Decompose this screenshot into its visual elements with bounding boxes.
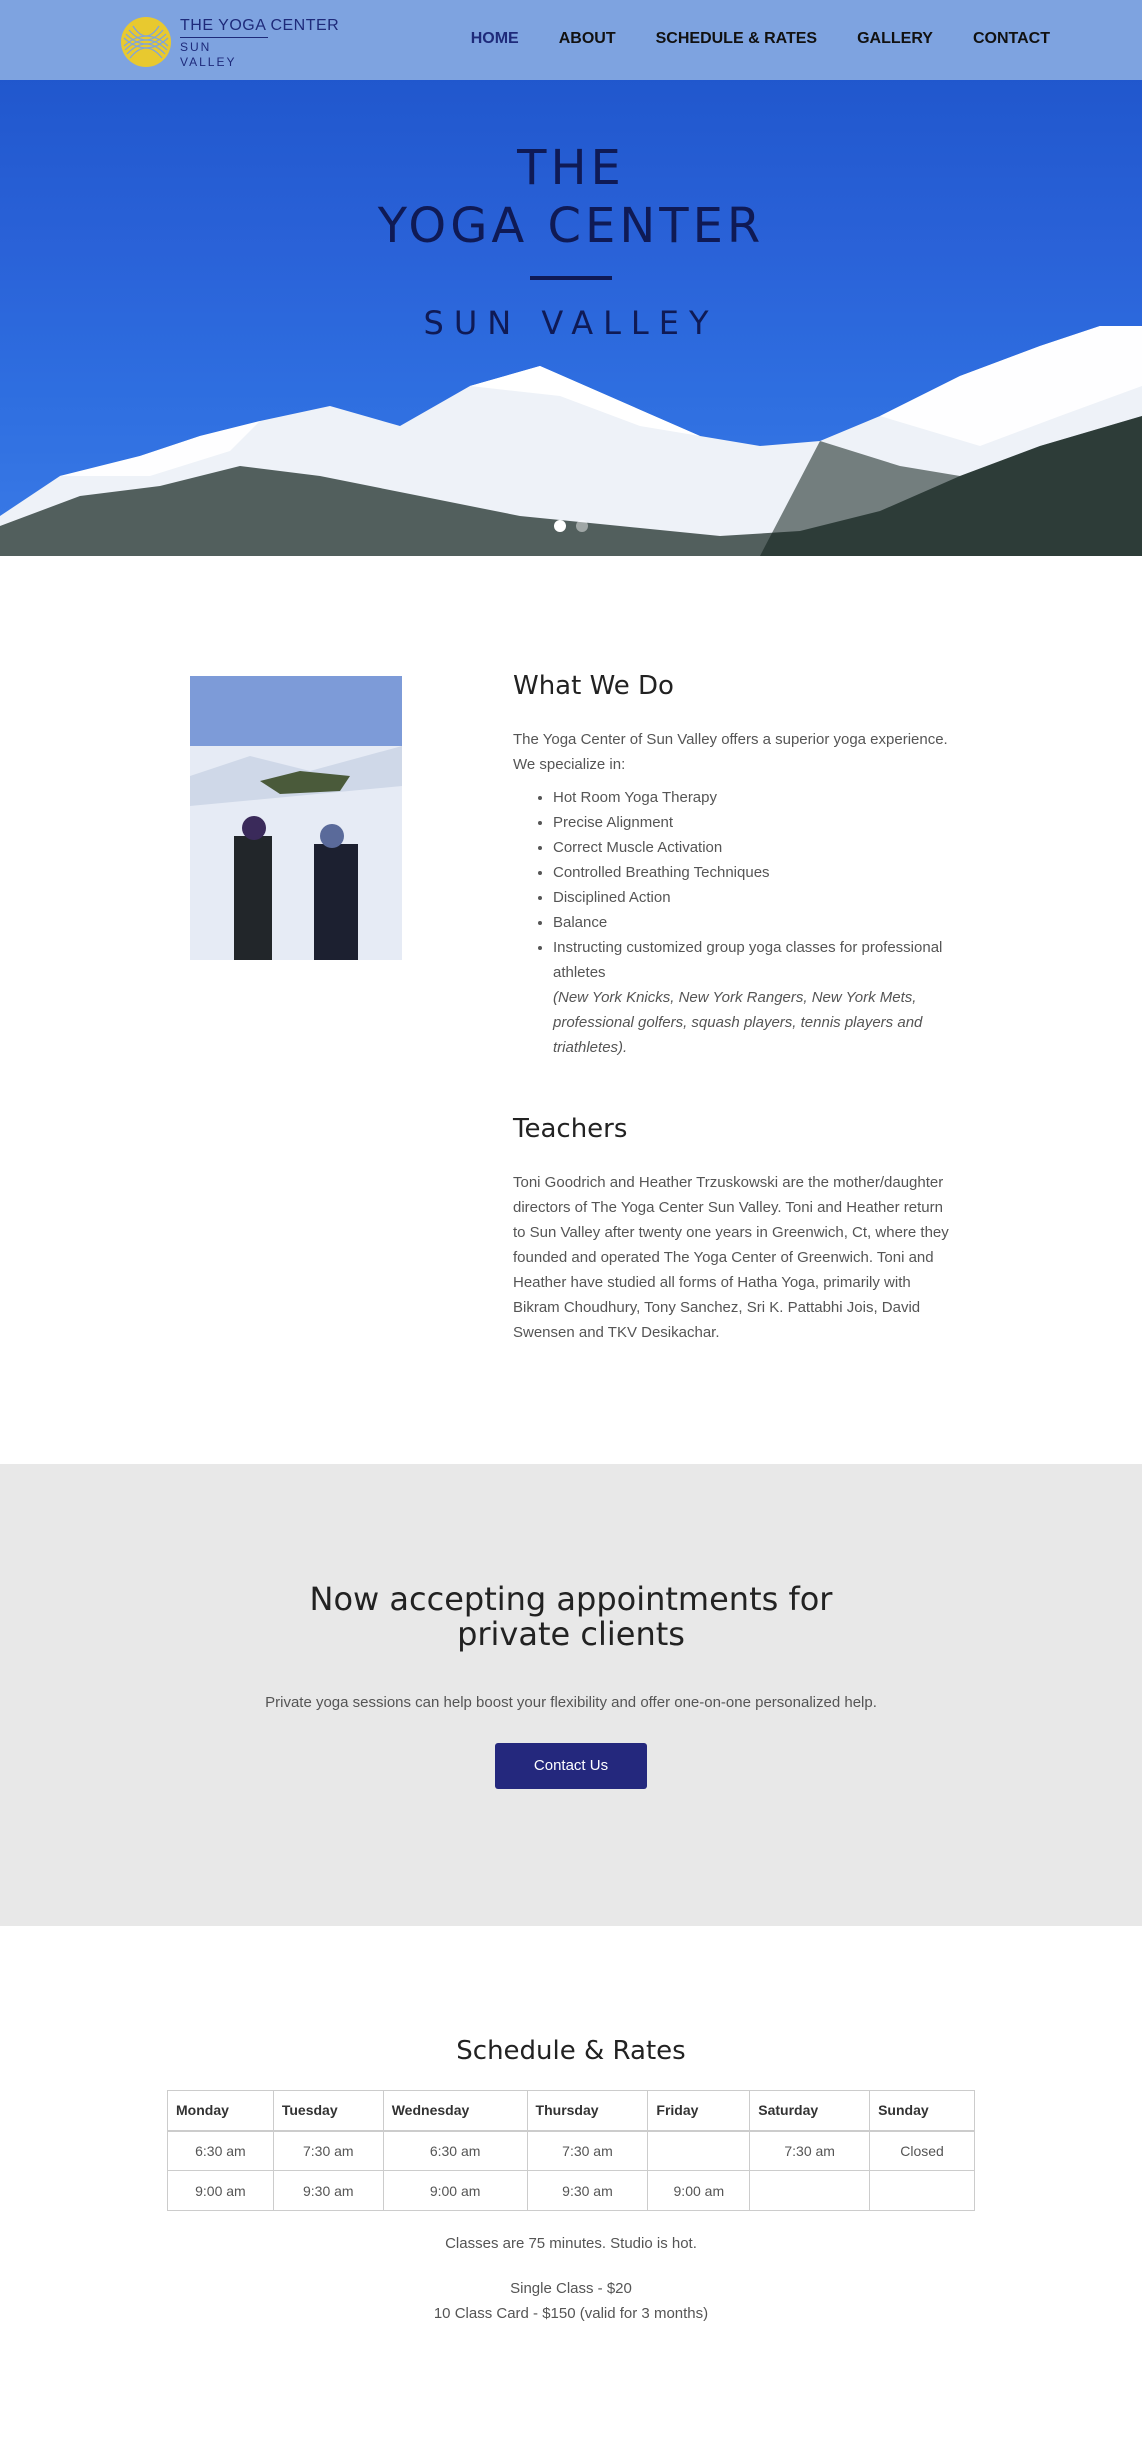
table-cell <box>750 2171 870 2211</box>
schedule-heading: Schedule & Rates <box>456 2036 686 2066</box>
list-item: • Precise Alignment <box>553 810 953 835</box>
contact-us-button[interactable]: Contact Us <box>495 1743 647 1789</box>
logo-wordmark <box>180 16 339 69</box>
list-item <box>553 935 953 1060</box>
slider-dot-1[interactable] <box>554 520 566 532</box>
table-header-row <box>168 2091 975 2131</box>
nav-home[interactable]: HOME <box>470 30 519 47</box>
hero-title <box>0 140 1142 342</box>
logo-title: THE YOGA CENTER <box>180 17 340 34</box>
col-wednesday: Wednesday <box>383 2091 527 2131</box>
table-cell <box>870 2171 975 2211</box>
nav-gallery[interactable]: GALLERY <box>857 30 933 47</box>
table-cell: 7:30 am <box>273 2131 383 2171</box>
private-clients-heading: Now accepting appointments for private clients <box>309 1580 833 1653</box>
table-cell <box>648 2131 750 2171</box>
col-sunday: Sunday <box>870 2091 975 2131</box>
about-content <box>513 671 953 1345</box>
list-item: • Balance <box>553 910 953 935</box>
hero-line-main: YOGA CENTER <box>377 198 765 254</box>
hero-line-the: THE <box>517 140 625 196</box>
nav-schedule-rates[interactable]: SCHEDULE & RATES <box>655 30 818 47</box>
col-saturday: Saturday <box>750 2091 870 2131</box>
col-thursday: Thursday <box>527 2091 648 2131</box>
what-we-do-heading: What We Do <box>513 671 674 701</box>
rates-list <box>0 2276 1142 2326</box>
private-clients-section <box>0 1464 1142 1926</box>
table-cell: 9:00 am <box>383 2171 527 2211</box>
table-cell: 6:30 am <box>383 2131 527 2171</box>
nav-contact[interactable]: CONTACT <box>972 30 1050 47</box>
table-cell: 9:30 am <box>273 2171 383 2211</box>
list-item: • Hot Room Yoga Therapy <box>553 785 953 810</box>
table-row <box>168 2171 975 2211</box>
what-we-do-intro: The Yoga Center of Sun Valley offers a superior yoga experience. We specialize in: <box>513 731 948 773</box>
table-cell: Closed <box>870 2131 975 2171</box>
rate-class-card: 10 Class Card - $150 (valid for 3 months) <box>433 2305 709 2322</box>
teachers-photo <box>190 676 402 960</box>
rate-single-class: Single Class - $20 <box>510 2280 632 2297</box>
private-clients-text: Private yoga sessions can help boost your flexibility and offer one-on-one personalized help. <box>265 1694 877 1711</box>
table-cell: 9:00 am <box>168 2171 274 2211</box>
site-header <box>0 0 1142 80</box>
hero-slider <box>0 0 1142 556</box>
services-list <box>513 785 953 1060</box>
class-duration-note: Classes are 75 minutes. Studio is hot. <box>445 2235 697 2252</box>
site-logo[interactable] <box>120 16 339 69</box>
table-row <box>168 2131 975 2171</box>
slider-dot-2[interactable] <box>576 520 588 532</box>
table-cell: 9:30 am <box>527 2171 648 2211</box>
sun-logo-icon <box>120 16 172 68</box>
athletes-note: (New York Knicks, New York Rangers, New York Mets, professional golfers, squash players, tennis players and triathletes). <box>553 989 923 1056</box>
col-monday: Monday <box>168 2091 274 2131</box>
list-item: • Correct Muscle Activation <box>553 835 953 860</box>
nav-about[interactable]: ABOUT <box>558 30 616 47</box>
table-cell: 7:30 am <box>527 2131 648 2171</box>
table-cell: 6:30 am <box>168 2131 274 2171</box>
table-cell: 7:30 am <box>750 2131 870 2171</box>
hero-divider <box>530 276 612 280</box>
about-section <box>0 556 1142 1464</box>
list-item: • Controlled Breathing Techniques <box>553 860 953 885</box>
table-cell: 9:00 am <box>648 2171 750 2211</box>
logo-subtitle: SUN VALLEY <box>180 37 268 69</box>
hero-line-sub: SUN VALLEY <box>423 304 719 342</box>
col-tuesday: Tuesday <box>273 2091 383 2131</box>
schedule-section <box>0 1926 1142 2454</box>
main-nav <box>471 30 1050 48</box>
col-friday: Friday <box>648 2091 750 2131</box>
schedule-table <box>167 2090 975 2211</box>
list-item: • Disciplined Action <box>553 885 953 910</box>
teachers-text: Toni Goodrich and Heather Trzuskowski are the mother/daughter directors of The Yoga Center Sun Valley. Toni and Heather return to Sun Valley after twenty one years in Greenwich, Ct, where they founded and operated The Yoga Center of Greenwich. Toni and Heather have studied all forms of Hatha Yoga, primarily with Bikram Choudhury, Tony Sanchez, Sri K. Pattabhi Jois, David Swensen and TKV Desikachar. <box>513 1174 949 1341</box>
teachers-heading: Teachers <box>513 1114 628 1144</box>
list-item-label: Instructing customized group yoga classes for professional athletes <box>553 939 943 981</box>
slider-dots <box>0 520 1142 532</box>
